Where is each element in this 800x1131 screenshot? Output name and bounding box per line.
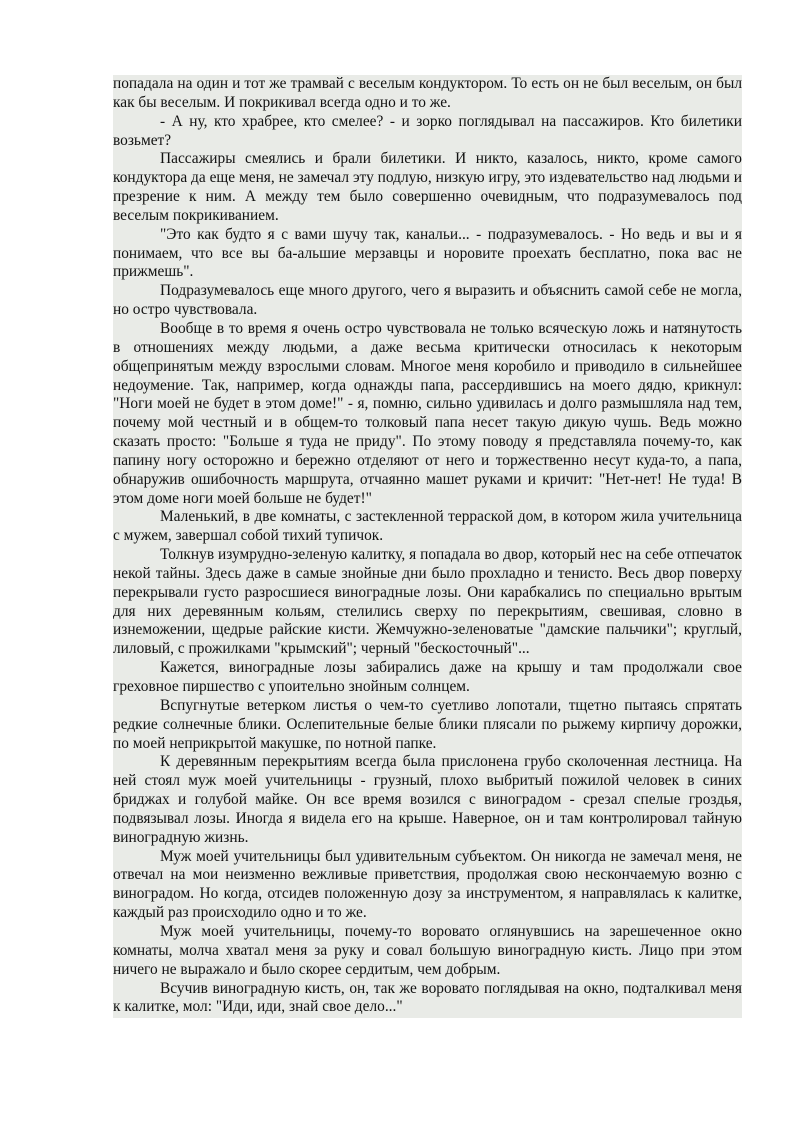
paragraph-13: Муж моей учительницы, почему-то воровато оглянувшись на зарешеченное окно комнаты, молча хватал меня за руку и совал большую виноградную кисть. Лицо при этом ничего не выражало и было скорее сердитым, чем добрым.: [113, 922, 742, 978]
paragraph-14: Всучив виноградную кисть, он, так же воровато поглядывая на окно, подталкивал меня к калитке, мол: "Иди, иди, знай свое дело...": [113, 979, 742, 1016]
paragraph-6: Вообще в то время я очень остро чувствовала не только всяческую ложь и натянутость в отношениях между людьми, а даже весьма критически относилась к некоторым общепринятым между взрослыми словам. Многое меня коробило и приводило в сильнейшее недоумение. Так, например, когда однажды папа, рассердившись на моего дядю, крикнул: "Ноги моей не будет в этом доме!" - я, помню, сильно удивилась и долго размышляла над тем, почему мой честный и в общем-то толковый папа несет такую дикую чушь. Ведь можно сказать просто: "Больше я туда не приду". По этому поводу я представляла почему-то, как папину ногу осторожно и бережно отделяют от него и торжественно несут куда-то, а папа, обнаружив ошибочность маршрута, отчаянно машет руками и кричит: "Нет-нет! Не туда! В этом доме ноги моей больше не будет!": [113, 319, 742, 507]
paragraph-4: "Это как будто я с вами шучу так, канальи... - подразумевалось. - Но ведь и вы и я понимаем, что все вы ба-альшие мерзавцы и норовите проехать бесплатно, пока вас не прижмешь".: [113, 225, 742, 281]
paragraph-9: Кажется, виноградные лозы забирались даже на крышу и там продолжали свое греховное пиршество с упоительно знойным солнцем.: [113, 659, 742, 695]
paragraph-2: - А ну, кто храбрее, кто смелее? - и зорко поглядывал на пассажиров. Кто билетики возьмет?: [113, 112, 742, 149]
paragraph-10: Вспугнутые ветерком листья о чем-то суетливо лопотали, тщетно пытаясь спрятать редкие солнечные блики. Ослепительные белые блики плясали по рыжему кирпичу дорожки, по моей неприкрытой макушке, по нотной папке.: [113, 696, 742, 752]
paragraph-1: попадала на один и тот же трамвай с веселым кондуктором. То есть он не был веселым, он был как бы веселым. И покрикивал всегда одно и то же.: [113, 75, 742, 111]
paragraph-3: Пассажиры смеялись и брали билетики. И никто, казалось, никто, кроме самого кондуктора да еще меня, не замечал эту подлую, низкую игру, это издевательство над людьми и презрение к ним. А между тем было совершенно очевидным, что подразумевалось под веселым покрикиванием.: [113, 150, 742, 224]
paragraph-8: Толкнув изумрудно-зеленую калитку, я попадала во двор, который нес на себе отпечаток некой тайны. Здесь даже в самые знойные дни было прохладно и тенисто. Весь двор поверху перекрывали густо разросшиеся виноградные лозы. Они карабкались по специально врытым для них деревянным кольям, стелились сверху по перекрытиям, свешивая, словно в изнеможении, щедрые райские кисти. Жемчужно-зеленоватые "дамские пальчики"; круглый, лиловый, с прожилками "крымский"; черный "бескосточный"...: [113, 546, 742, 658]
body-text: [113, 75, 742, 1018]
paragraph-11: К деревянным перекрытиям всегда была прислонена грубо сколоченная лестница. На ней стоял муж моей учительницы - грузный, плохо выбритый пожилой человек в синих бриджах и голубой майке. Он все время возился с виноградом - срезал спелые гроздья, подвязывал лозы. Иногда я видела его на крыше. Наверное, он и там контролировал тайную виноградную жизнь.: [113, 753, 742, 846]
paragraph-5: Подразумевалось еще много другого, чего я выразить и объяснить самой себе не могла, но остро чувствовала.: [113, 282, 742, 319]
paragraph-12: Муж моей учительницы был удивительным субъектом. Он никогда не замечал меня, не отвечал на мои неизменно вежливые приветствия, продолжая свою нескончаемую возню с виноградом. Но когда, отсидев положенную дозу за инструментом, я направлялась к калитке, каждый раз происходило одно и то же.: [113, 847, 742, 922]
paragraph-7: Маленький, в две комнаты, с застекленной терраской дом, в котором жила учительница с мужем, завершал собой тихий тупичок.: [113, 508, 742, 545]
